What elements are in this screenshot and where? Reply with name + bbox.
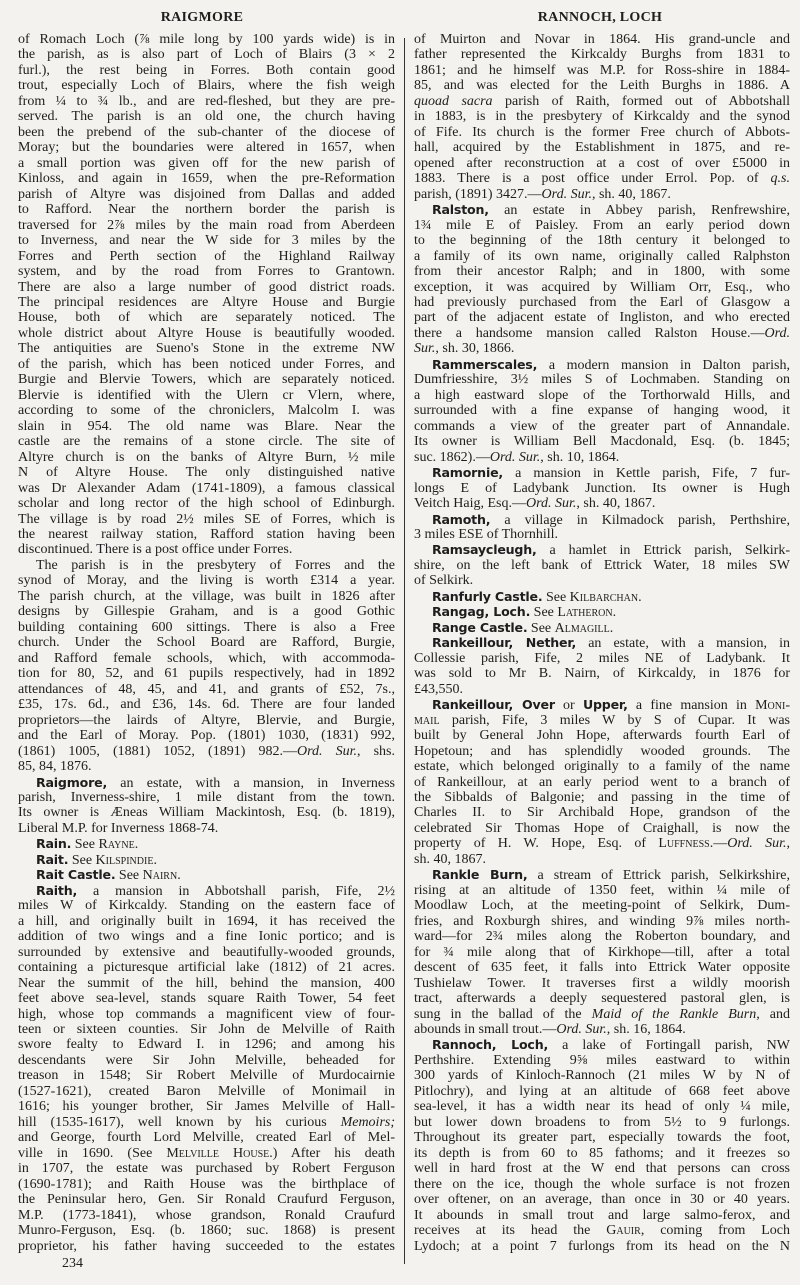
text-line: containing a picturesque artificial lake (1812) of 21 acres. [18,960,395,976]
text-run: See [115,868,143,884]
text-line: of Rankeillour, at an early period went to a branch of [414,774,790,790]
text-run: See [68,852,96,868]
text-run: , sh. 30, 1866. [435,341,515,357]
entry-headword: Rankeillour, Nether, [432,635,577,651]
text-run: a mansion in Kettle parish, Fife, 7 fur- [503,466,790,482]
text-line: It abounds in small trout and large salmo-ferox, and [414,1207,790,1223]
text-line: church. Under the School Board are Rafford, Burgie, [18,635,395,651]
small-caps-reference: Kilspindie [95,852,154,868]
text-line: father represented the Kirkcaldy Burghs from 1831 to [414,47,790,63]
text-line: parish of Altyre was disjoined from Dallas and added [18,186,395,202]
text-line: longs E of Ladybank Junction. Its owner is Hugh [414,480,790,496]
text-line [414,620,790,635]
text-run: See [542,589,570,605]
text-run: a lake of Fortingall parish, NW [548,1038,790,1054]
text-run: a hamlet in Ettrick parish, Selkirk- [536,543,790,559]
text-line: (1527-1621), created Baron Melville of Monimail in [18,1083,395,1099]
entry-paragraph [414,620,790,635]
text-run: 1883. There is a post office under Errol. Pop. of [414,171,771,187]
entry-headword: Rain. [36,836,72,852]
text-line: in 1883, is in the presbytery of Kirkcaldy and the synod [414,109,790,125]
text-line: over oftener, on an average, than once in 30 or 40 years. [414,1192,790,1208]
text-line [414,326,790,341]
text-line: Throughout its greater part, especially towards the foot, [414,1130,790,1146]
text-line [414,1022,790,1037]
text-line [18,1115,395,1130]
text-line [414,1007,790,1022]
entry-paragraph [414,635,790,697]
text-line: in 1707, the estate was purchased by Robert Ferguson [18,1161,395,1177]
entry-headword: Rankle Burn, [432,867,528,883]
text-run: abounds in small trout.— [414,1022,557,1037]
text-run: hill (1535-1617), well known by his curious [18,1114,341,1130]
text-run: .) After his death [269,1145,395,1161]
text-line: descendants were Sir John Melville, beheaded for [18,1052,395,1068]
text-line: the Peninsular hero, Gen. Sir Ronald Craufurd Ferguson, [18,1192,395,1208]
text-line: the nearest railway station, Rafford station having been [18,527,395,542]
entry-headword: Rammerscales, [432,356,538,372]
text-line: to Rafford. Near the northern border the parish is [18,202,395,218]
text-line: of Selkirk. [414,573,474,589]
text-line: There are also a large number of good district roads. [18,279,395,295]
text-line: castle are the remains of a stone circle. The site of [18,434,395,450]
text-line: from their ancestor Ralph; and in 1800, with some [414,264,790,280]
text-line: and George, fourth Lord Melville, created Earl of Mel- [18,1130,395,1146]
text-line: according to some of the chroniclers, Malcolm I. was [18,403,395,419]
text-run: , sh. 40, 1867. [591,186,671,202]
entry-paragraph [414,32,790,202]
text-run: See [530,605,558,621]
text-line: Lydoch; at a point 7 furlongs from its head on the N [414,1238,790,1254]
left-column [18,32,395,1254]
text-line: 3 miles ESE of Thornhill. [414,527,559,542]
text-line: of the parish, which has been noticed under Forres, and [18,356,395,372]
entry-paragraph [18,558,395,775]
text-run: there a handsome mansion called Ralston House.— [414,325,765,341]
text-line: surrounded with a fine expanse of hanging wood, it [414,403,790,419]
text-line: a high eastward slope of the Torthorwald Hills, and [414,387,790,403]
entry-headword: Rannoch, Loch, [432,1037,549,1053]
text-line: scholar and long rector of the high school of Edinburgh. [18,496,395,512]
text-run: (1861) 1005, (1881) 1052, (1891) 982.— [18,743,297,759]
text-line: to Inverness, and near the W side for 3 miles by the [18,233,395,249]
text-line [414,697,790,712]
page-number: 234 [62,1256,83,1271]
text-run: . [638,589,642,605]
italic-text: Ord. Sur. [727,836,787,852]
text-line: discontinued. There is a post office under Forres. [18,542,293,558]
text-run: sung in the ballad of the [414,1006,592,1022]
text-run: an estate in Abbey parish, Renfrewshire, [488,203,790,219]
text-line: system, and by the road from Forres to Grantown. [18,264,395,280]
text-line: Near the summit of the hill, behind the mansion, 400 [18,975,395,991]
text-line [18,744,395,759]
text-line: Dumfriesshire, 3½ miles S of Lochmaben. Standing on [414,372,790,388]
text-line: rising at an altitude of 1350 feet, within ¼ mile of [414,882,790,898]
text-line: whole district about Altyre House is beautifully wooded. [18,325,395,341]
text-run: . [153,852,157,868]
italic-text: Ord. Sur. [556,1022,607,1037]
text-run: , sh. 16, 1864. [606,1022,686,1037]
text-line: tion for 80, 52, and 61 pupils respectively, had in 1892 [18,666,395,682]
small-caps-reference: Kilbarchan [569,589,639,605]
entry-paragraph [414,1037,790,1254]
italic-text: Ord. Sur. [525,496,577,512]
text-line: its depth is from 60 to 85 fathoms; and it freezes so [414,1145,790,1161]
text-line [414,357,790,372]
text-line: was sold to Mr B. Nairn, of Kirkcaldy, in 1876 for [414,666,790,682]
column-divider [404,38,405,1264]
text-line [18,1146,395,1161]
text-line: Munro-Ferguson, Esq. (b. 1860; suc. 1868) is present [18,1223,395,1239]
text-line [414,635,790,650]
text-line: 1¾ mile E of Paisley. From an early period down [414,217,790,233]
text-line: a small portion was given off for the new parish of [18,155,395,171]
text-run: , shs. [357,743,395,759]
text-line: parish, Inverness-shire, 1 mile distant from the town. [18,789,395,805]
italic-text: Ord. Sur. [489,449,541,465]
text-run: , sh. 10, 1864. [540,449,620,465]
text-run: a fine mansion in [627,698,756,714]
text-line: fries, and Roxburgh shires, and winding 9⅞ miles north- [414,913,790,929]
text-run: , coming from Loch [640,1223,790,1239]
text-line: built by General John Hope, afterwards fourth Earl of [414,728,790,744]
small-caps-reference: Moni- [755,698,790,714]
text-line: well in hard frost at the W end that persons can cross [414,1161,790,1177]
entry-paragraph [414,589,790,604]
text-line: Blervie is identified with the Ulern cr Vlern, where, [18,387,395,403]
entry-paragraph [414,542,790,588]
text-run: . [612,605,617,621]
text-line: but lower down broadens to from 5½ to 9 furlongs. [414,1114,790,1130]
text-line: furl.), the rest being in Forres. Both contain good [18,62,395,78]
text-line: Altyre church is on the banks of Altyre Burn, ½ mile [18,449,395,465]
entry-headword: Raigmore, [36,774,108,790]
text-line: Charles II. to Sir Archibald Hope, grandson of the [414,805,790,821]
text-run: . [609,620,614,636]
text-run: suc. 1862).— [414,449,490,465]
text-line: House, both of which are separately noticed. The [18,310,395,326]
text-line: from ¼ to ¾ lb., and are red-fleshed, but they are pre- [18,93,395,109]
entry-paragraph [414,604,790,619]
text-line: of Romach Loch (⅞ mile long by 100 yards wide) is in [18,32,395,47]
text-run: receives at its head the [414,1223,607,1239]
text-line [414,512,790,527]
text-line: served. The parish is an old one, the church having [18,109,395,125]
text-line: celebrated Sir Thomas Hope of Craighall, is now the [414,820,790,836]
text-line: The village is by road 2½ miles SE of Forres, which is [18,511,395,527]
text-line: 1616; his younger brother, Sir James Melville of Hall- [18,1099,395,1115]
text-run: , sh. 40, 1867. [576,496,656,512]
text-line: hall, acquired by the Establishment in 1875, and re- [414,140,790,156]
text-line: N of Altyre House. The only distinguished native [18,465,395,481]
text-line: 85, 84, 1876. [18,759,92,775]
text-line [414,171,790,186]
text-line: Moray; but the boundaries were altered in 1657, when [18,140,395,156]
small-caps-reference: mail [414,712,440,728]
text-run: .— [709,836,728,852]
entry-paragraph [414,512,790,543]
text-line [414,589,790,604]
text-line [414,202,790,217]
small-caps-reference: Gauir [606,1223,641,1239]
text-line: sh. 40, 1867. [414,851,486,867]
text-line [18,852,395,867]
text-run: parish, (1891) 3427.— [414,186,542,202]
text-line: opened after reconstruction at a cost of over £5000 in [414,155,790,171]
entry-paragraph [414,697,790,867]
text-line: for ¾ mile along that of Kirkhope—till, after a total [414,944,790,960]
text-line: Burgie and Blervie Towers, which are separately noticed. [18,372,395,388]
entry-headword: Range Castle. [432,619,528,635]
italic-text: quoad sacra [414,93,493,109]
text-line: sea-level, it has a width near its head of only ¼ mile, [414,1099,790,1115]
text-line [414,496,790,511]
text-line: Moodlaw Loch, at the meeting-point of Selkirk, Dum- [414,898,790,914]
entry-paragraph [414,867,790,1037]
text-line: designs by Gillespie Graham, and is a good Gothic [18,604,395,620]
text-line: M.P. (1773-1841), whose grandson, Ronald Craufurd [18,1207,395,1223]
text-line: proprietor, his father having succeeded to the estates [18,1238,395,1254]
text-line: (1690-1781); and Raith House was the birthplace of [18,1176,395,1192]
text-line: Collessie parish, Fife, 2 miles NE of Ladybank. It [414,650,790,666]
entry-paragraph [414,357,790,465]
text-line: attendances of 48, 45, and 41, and grants of £52, 7s., [18,681,395,697]
small-caps-reference: Latheron [557,605,613,621]
text-line: a hill, and originally built in 1694, it has received the [18,913,395,929]
text-line: surrounded by extensive and beautifully-wooded grounds, [18,944,395,960]
italic-text: Maid of the Rankle Burn, [591,1006,760,1022]
text-run: a village in Kilmadock parish, Perthshire, [490,512,790,528]
text-line [18,775,395,790]
entry-paragraph [18,836,395,851]
italic-text: Memoirs; [340,1114,395,1130]
running-head-right: RANNOCH, LOCH [537,10,663,25]
text-run: a stream of Ettrick parish, Selkirkshire, [527,868,790,884]
text-line [414,836,790,851]
entry-paragraph [18,867,395,882]
small-caps-reference: Luffness [658,836,710,852]
text-line: and the Earl of Moray. Pop. (1801) 1030, (1831) 992, [18,728,395,744]
text-line: exception, it was acquired by William Orr, Esq., who [414,279,790,295]
text-line: a family of its own name, originally called Ralphston [414,248,790,264]
text-line: Hopetoun; and has splendidly wooded grounds. The [414,743,790,759]
italic-text: Ord. Sur. [541,186,592,202]
text-line: the parish, as is also part of Loch of Blairs (3 × 2 [18,47,395,63]
text-line [414,187,790,202]
entry-paragraph [414,202,790,357]
text-run: ville in 1690. (See [18,1145,167,1161]
text-run: and [759,1006,790,1022]
text-line [414,604,790,619]
text-line: 1861; and he himself was M.P. for Ross-shire in 1884- [414,62,790,78]
text-line [18,867,395,882]
text-line: The parish is in the presbytery of Forres and the [36,557,395,573]
entry-paragraph [414,465,790,511]
text-line [18,883,395,898]
text-line: ward—for 2¾ miles along the Roberton boundary, and [414,929,790,945]
text-run: a modern mansion in Dalton parish, [537,357,790,373]
text-line: 300 yards of Kinloch-Rannoch (21 miles W by N of [414,1068,790,1084]
text-line: of Muirton and Novar in 1864. His grand-uncle and [414,32,790,47]
text-line: proprietors—the lairds of Altyre, Blervie, and Burgie, [18,712,395,728]
text-line: part of the adjacent estate of Ingliston, and who erected [414,310,790,326]
small-caps-reference: Melville House [166,1145,270,1161]
text-line: teen or sixteen counties. Sir John de Melville of Raith [18,1022,395,1037]
text-line: was Dr Alexander Adam (1741-1809), a famous classical [18,480,395,496]
text-line: Its owner is Æneas William Mackintosh, Esq. (b. 1819), [18,805,395,821]
text-line: descent of 635 feet, it falls into Ettrick Water opposite [414,960,790,976]
text-line: The parish church, at the village, was built in 1826 after [18,588,395,604]
text-line: building containing 600 sittings. There is also a Free [18,619,395,635]
text-line [414,713,790,728]
text-run: a mansion in Abbotshall parish, Fife, 2½ [77,883,395,899]
text-run: See [71,837,99,853]
text-line: Kinloss, and again in 1659, when the pre-Reformation [18,171,395,187]
text-line: trout, especially Loch of Blairs, where the fish weigh [18,78,395,94]
text-line: had previously purchased from the Earl of Glasgow a [414,294,790,310]
entry-headword: Rait Castle. [36,867,116,883]
text-run: See [527,620,555,636]
text-run: Veitch Haig, Esq.— [414,496,526,512]
text-line: addition of two wings and a fine Ionic portico; and is [18,929,395,945]
entry-headword: Rankeillour, Over [432,697,555,713]
text-line: estate, which belonged originally to a family of the name [414,759,790,775]
entry-headword: Rait. [36,851,69,867]
text-line: shire, on the left bank of Ettrick Water, 18 miles SW [414,557,790,573]
text-line [414,341,790,356]
text-run: . [177,868,181,884]
right-column [414,32,790,1254]
entry-paragraph [18,32,395,558]
text-line: traversed for 2⅞ miles by the main road from Aberdeen [18,217,395,233]
text-line: Pitlochry), and lying at an altitude of 668 feet above [414,1083,790,1099]
entry-paragraph [18,883,395,1254]
text-run: an estate, with a mansion, in [576,636,790,652]
entry-paragraph [18,852,395,867]
entry-headword: Ramoth, [432,511,491,527]
text-line: The principal residences are Altyre House and Burgie [18,294,395,310]
text-line: Its owner is William Bell Macdonald, Esq. (b. 1845; [414,434,790,450]
text-line [414,450,790,465]
entry-paragraph [18,775,395,837]
text-line: feet above sea-level, stands square Raith Tower, 54 feet [18,991,395,1007]
small-caps-reference: Rayne [98,837,135,853]
text-line [414,542,790,557]
text-run: parish of Raith, formed out of Abbotshall [492,93,790,109]
running-head-left: RAIGMORE [160,10,244,25]
text-line: £43,550. [414,681,463,697]
entry-headword: Rangag, Loch. [432,604,531,620]
text-line: The antiquities are Sueno's Stone in the extreme NW [18,341,395,357]
text-line: of Fife. Its church is the former Free church of Abbots- [414,124,790,140]
text-line: miles W of Kirkcaldy. Standing on the eastern face of [18,898,395,914]
text-line: tract, afterwards a deeply sequestered pastoral glen, is [414,991,790,1007]
text-line: Perthshire. Extending 9⅝ miles eastward to within [414,1052,790,1068]
italic-text: Ord. [764,325,790,341]
entry-headword: Ramsaycleugh, [432,542,537,558]
text-run: parish, Fife, 3 miles W by S of Cupar. It was [439,712,790,728]
text-line: there on the ice, though the whole surface is not frozen [414,1176,790,1192]
text-run: property of H. W. Hope, Esq. of [414,836,659,852]
text-line: been the prebend of the sub-chanter of the diocese of [18,124,395,140]
text-run: . [134,837,139,853]
text-line: treason in 1548; Sir Robert Melville of Murdocairnie [18,1068,395,1084]
entry-headword: Upper, [582,697,628,713]
text-line: swore fealty to Edward I. in 1296; and among his [18,1037,395,1053]
text-run: , [786,836,790,852]
italic-text: q.s. [770,171,790,187]
text-line [414,1223,790,1238]
text-line: commands a view of the greater part of Annandale. [414,418,790,434]
text-line [18,836,395,851]
text-line [414,465,790,480]
text-run: or [554,698,583,714]
small-caps-reference: Almagill [554,620,610,636]
text-line [414,1037,790,1052]
text-run: an estate, with a mansion, in Inverness [107,775,395,791]
text-line: high, whose top commands a magnificent view of four- [18,1006,395,1022]
small-caps-reference: Nairn [142,868,178,884]
text-line: slain in 954. The old name was Blare. Near the [18,418,395,434]
text-line [414,867,790,882]
text-line: Forres and Perth section of the Highland Railway [18,248,395,264]
entry-headword: Ramornie, [432,465,503,481]
text-line: synod of Moray, and the living is worth £314 a year. [18,573,395,589]
italic-text: Ord. Sur. [296,743,357,759]
text-line: Tushielaw Tower. It traverses first a wildly moorish [414,975,790,991]
text-line: and Rafford female schools, which, with accommoda- [18,650,395,666]
text-line: Liberal M.P. for Inverness 1868-74. [18,820,219,836]
text-line [414,94,790,109]
entry-headword: Ranfurly Castle. [432,588,543,604]
text-line: to the beginning of the 18th century it belonged to [414,233,790,249]
text-line: 85, and was elected for the Leith Burghs in 1886. A [414,78,790,94]
entry-headword: Raith, [36,882,78,898]
text-line: the Sibbalds of Balgonie; and passing in the time of [414,789,790,805]
text-line: £35, 17s. 6d., and £36, 14s. 6d. There are four landed [18,697,395,713]
entry-headword: Ralston, [432,202,489,218]
italic-text: Sur. [414,341,436,357]
